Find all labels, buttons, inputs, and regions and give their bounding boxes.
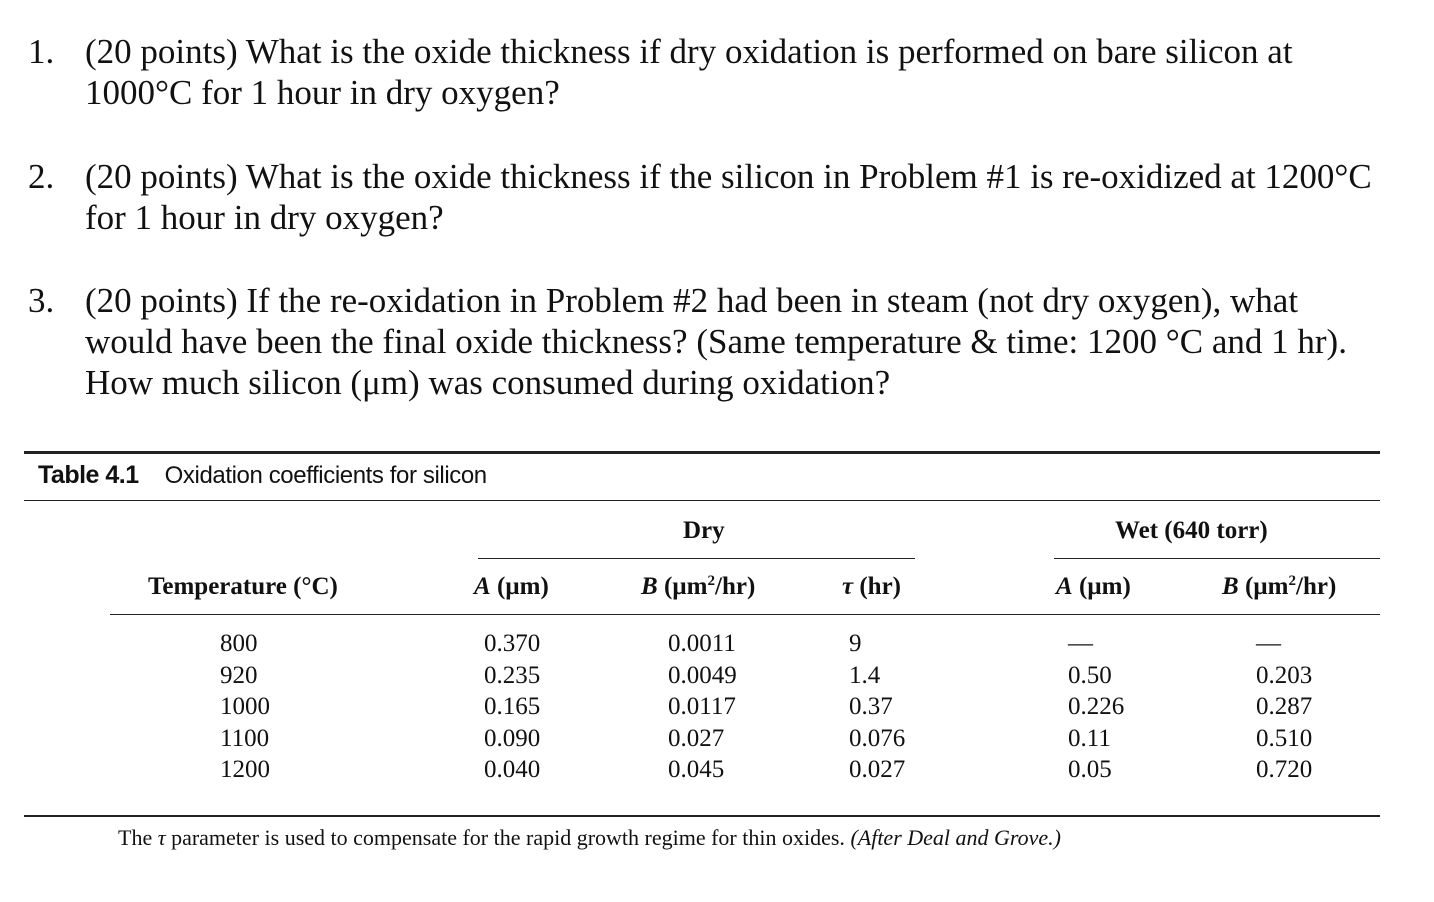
- question-text-line: would have been the final oxide thickness? (Same temperature & time: 1200 °C and 1 hr).: [85, 322, 1347, 361]
- table-cell: 0.287: [1256, 693, 1313, 720]
- header-rule: [110, 614, 1380, 615]
- table-cell: 0.235: [484, 661, 541, 689]
- table-cell: 1200: [220, 756, 270, 783]
- question-text-line: How much silicon (μm) was consumed during oxidation?: [85, 363, 891, 402]
- table-cell: 0.203: [1256, 661, 1313, 689]
- table-cell: 800: [220, 630, 258, 657]
- column-header-wet-b: B (µm$^2$/hr): [1222, 573, 1337, 600]
- column-wet-a: [1068, 628, 1124, 786]
- column-wet-b: [1256, 628, 1312, 786]
- column-header-temperature: Temperature (°C): [148, 573, 338, 600]
- table-bottom-rule: [24, 815, 1380, 817]
- table-cell: 0.0117: [668, 693, 736, 720]
- question-number: 2.: [28, 157, 55, 196]
- table-cell: 0.370: [484, 630, 541, 657]
- question-2: [28, 156, 1372, 238]
- table-label: Table 4.1: [38, 461, 139, 489]
- column-header-wet-a: A (µm): [1056, 573, 1131, 600]
- table-caption-text: Oxidation coefficients for silicon: [164, 462, 487, 489]
- question-text-line: for 1 hour in dry oxygen?: [85, 198, 444, 237]
- wet-group-rule: [1054, 558, 1380, 559]
- group-header-wet: Wet (640 torr): [1115, 517, 1268, 544]
- table-cell: 0.0011: [668, 630, 736, 657]
- table-cell: 0.226: [1068, 693, 1125, 720]
- table-cell: 0.37: [849, 693, 893, 720]
- table-cell: 0.0049: [668, 661, 737, 689]
- table-cell: 920: [220, 661, 258, 689]
- table-cell: 0.05: [1068, 756, 1112, 783]
- table-cell: 1000: [220, 693, 270, 720]
- table-cell: 9: [849, 630, 862, 657]
- question-text-line: 1000°C for 1 hour in dry oxygen?: [85, 73, 560, 112]
- question-number: 1.: [28, 32, 55, 71]
- table-cell: 0.076: [849, 724, 906, 752]
- column-temperature: [220, 628, 270, 786]
- column-dry-b: [668, 628, 737, 786]
- table-cell: —: [1068, 630, 1093, 657]
- question-number: 3.: [28, 281, 55, 320]
- table-cell: 0.045: [668, 756, 725, 783]
- table-top-rule: [24, 451, 1380, 454]
- caption-rule: [24, 500, 1380, 501]
- table-footnote: The τ parameter is used to compensate for the rapid growth regime for thin oxides. (After Deal and Grove.): [118, 825, 1062, 850]
- column-header-dry-b: B (µm$^2$/hr): [641, 573, 756, 600]
- table-cell: —: [1256, 630, 1281, 657]
- column-header-tau: τ (hr): [842, 573, 902, 600]
- table-cell: 1.4: [849, 661, 881, 689]
- table-cell: 0.027: [668, 724, 725, 752]
- table-cell: 0.165: [484, 693, 541, 720]
- table-cell: 0.040: [484, 756, 541, 783]
- dry-group-rule: [478, 558, 915, 559]
- table-cell: 0.11: [1068, 724, 1111, 752]
- table-cell: 0.50: [1068, 661, 1112, 689]
- table-cell: 1100: [220, 724, 270, 752]
- table-cell: 0.510: [1256, 724, 1313, 752]
- column-tau: [849, 628, 905, 786]
- group-header-dry: Dry: [683, 517, 725, 544]
- question-3: [28, 280, 1347, 403]
- question-1: [28, 31, 1293, 113]
- table-cell: 0.027: [849, 756, 906, 783]
- table-caption: [38, 461, 487, 490]
- table-cell: 0.720: [1256, 756, 1313, 783]
- question-text-line: (20 points) What is the oxide thickness if dry oxidation is performed on bare silicon at: [85, 32, 1293, 71]
- table-cell: 0.090: [484, 724, 541, 752]
- question-text-line: (20 points) What is the oxide thickness if the silicon in Problem #1 is re-oxidized at 1200°C: [85, 157, 1372, 196]
- question-text-line: (20 points) If the re-oxidation in Problem #2 had been in steam (not dry oxygen), what: [85, 281, 1299, 320]
- column-dry-a: [484, 628, 540, 786]
- column-header-dry-a: A (µm): [474, 573, 549, 600]
